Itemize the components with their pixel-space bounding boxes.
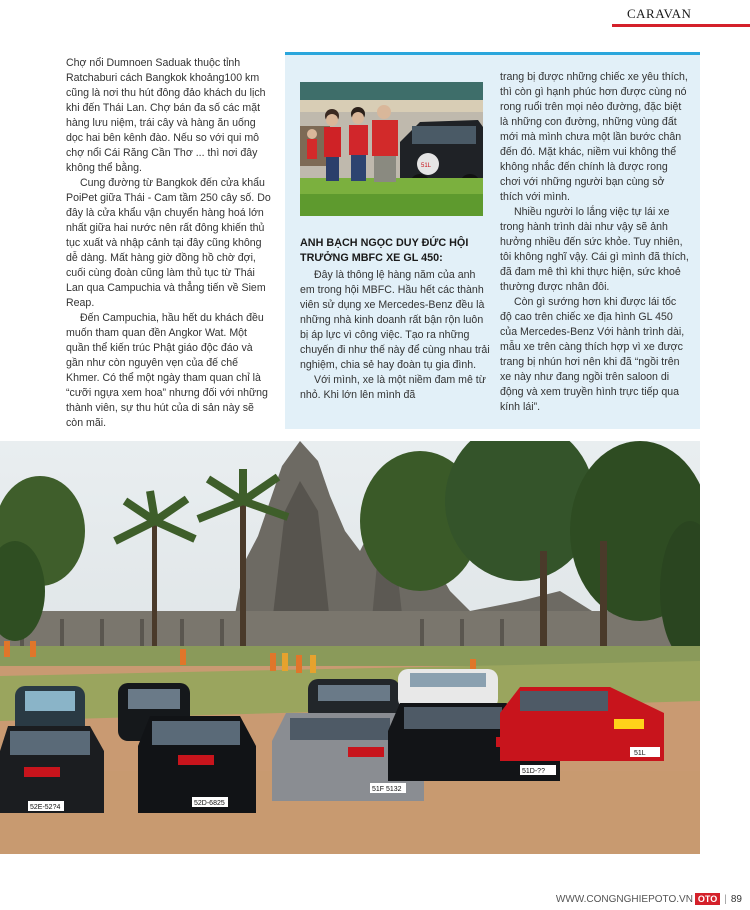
section-rule — [612, 24, 750, 27]
car-plate: 51F 5132 — [372, 786, 402, 793]
box-column-1 — [300, 236, 490, 403]
plate-text: 51L — [421, 163, 432, 169]
paragraph: Cung đường từ Bangkok đến cửa khẩu PoiPet giữa Thái - Cam tầm 250 cây số. Do đây là cửa khẩu vận chuyển hàng hoá lớn nhất giữa hai nước nên rất đông khiến thủ tục xuất và nhập cảnh tại đây cũng không dễ dàng. Mất hàng giờ đồng hồ chờ đợi, cuối cùng đoàn cũng làm thủ tục từ Thái Lan qua Campuchia và thẳng tiến về Siem Reap. — [66, 177, 271, 309]
box-column-2 — [500, 70, 690, 415]
group-photo — [300, 82, 483, 216]
paragraph: Với mình, xe là một niềm đam mê từ nhỏ. Khi lớn lên mình đã — [300, 374, 486, 401]
paragraph: Chợ nổi Dumnoen Saduak thuộc tỉnh Ratchaburi cách Bangkok khoảng100 km cũng là nơi thu hút đông đảo khách du lịch khi đến Thái Lan. Chợ bán đa số các mặt hàng lưu niệm, trái cây và hàng ăn uống dọc hai bên kênh đào. Nếu so với qui mô chợ nổi Cái Răng Cần Thơ ... thì nơi đây không thể bằng. — [66, 57, 266, 174]
car-plate: 51L — [634, 750, 646, 757]
paragraph: Đến Campuchia, hầu hết du khách đều muốn tham quan đền Angkor Wat. Một quần thể kiến trúc Phật giáo độc đáo và gần như còn nguyên vẹn của đế chế Khmer. Có thể một ngày tham quan chỉ là “cưỡi ngựa xem hoa” nhưng đối với những thành viên, sự thu hút của di sản này sẽ còn mãi. — [66, 312, 268, 429]
site-name[interactable]: WWW.CONGNGHIEPOTO.VN — [555, 893, 693, 905]
paragraph: Đây là thông lệ hàng năm của anh em trong hội MBFC. Hầu hết các thành viên sử dụng xe Mercedes-Benz đều là những nhà kinh doanh rất bận rộn luôn bị áp lực vì công việc. Tạo ra những chuyến đi như thế này để cùng nhau trải nghiệm, chia sẻ hay đoàn tụ gia đình. — [300, 269, 490, 371]
paragraph: Còn gì sướng hơn khi được lái tốc độ cao trên chiếc xe địa hình GL 450 của Mercedes-Benz Với hành trình dài, mẫu xe trên càng thích hợp vì xe được trang bị nhún hơi nên khi đã “ngồi trên xe này như đang ngồi trên saloon di động và xem truyền hình trực tiếp qua kính lái”. — [500, 296, 685, 413]
paragraph: Nhiều người lo lắng việc tự lái xe trong hành trình dài như vậy sẽ ảnh hưởng nhiều đến sức khỏe. Tuy nhiên, tôi không nghĩ vậy. Cái gì mình đã thích, đã đam mê thì khi thực hiện, sức khoẻ thường được nhân đôi. — [500, 206, 689, 293]
page-number: 89 — [730, 893, 742, 905]
footer — [556, 892, 742, 906]
car-plate: 51D-?? — [522, 768, 545, 775]
left-column — [66, 56, 271, 431]
car-plate: 52D-6825 — [194, 800, 225, 807]
separator: | — [724, 893, 727, 905]
angkor-wat-photo — [0, 441, 700, 854]
oto-badge: OTO — [695, 893, 720, 905]
section-tag: CARAVAN — [627, 6, 692, 21]
interview-heading: ANH BẠCH NGỌC DUY ĐỨC HỘI TRƯỞNG MBFC XE GL 450: — [300, 237, 469, 264]
car-plate: 52E-52?4 — [30, 804, 61, 811]
paragraph: trang bị được những chiếc xe yêu thích, thì còn gì hạnh phúc hơn được cùng nó rong ruổi trên mọi nẻo đường, đặc biệt là những con đường, những vùng đất mới mà mình chưa một lần bước chân đến đó. Mặt khác, niềm vui không thể không nhắc đến chính là được rong chơi với những người bạn cùng sở thích với mình. — [500, 71, 688, 203]
